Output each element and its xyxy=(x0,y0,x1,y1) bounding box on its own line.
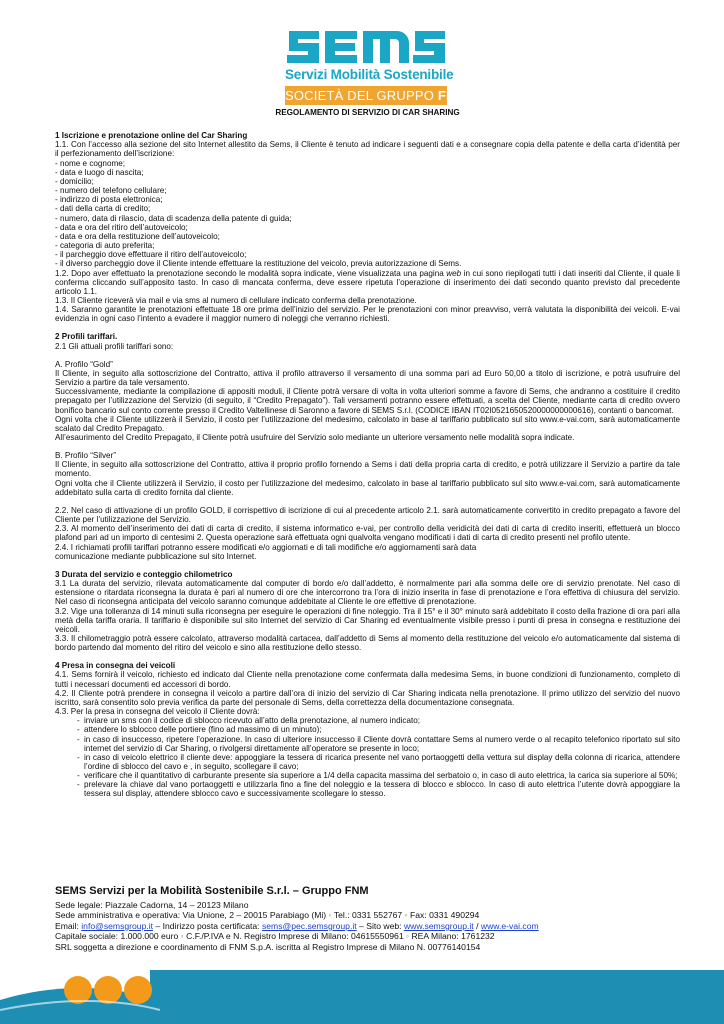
list-item: - il diverso parcheggio dove il Cliente intende effettuare la restituzione del veicolo, previa autorizzazione di Sems. xyxy=(55,259,462,269)
footer-legal-address: Sede legale: Piazzale Cadorna, 14 – 20123 Milano xyxy=(55,900,249,910)
logo-bar-strong: FNM xyxy=(437,88,467,103)
section-1-2-a: 1.2. Dopo aver effettuato la prenotazione secondo le modalità sopra indicate, viene visualizzata una pagina xyxy=(55,268,447,278)
section-2-4-b: comunicazione mediante pubblicazione sul sito Internet. xyxy=(55,551,257,561)
footer-pec-label: – Indirizzo posta certificata: xyxy=(153,920,262,931)
footer-registry: Capitale sociale: 1.000.000 euro ◦ C.F./P.IVA e N. Registro Imprese di Milano: 04615550961 ◦ REA Milano: 1761232 xyxy=(55,931,495,942)
section-3-2: 3.2. Vige una tolleranza di 14 minuti sulla riconsegna per eseguire le operazioni di fine noleggio. Tra il 15° e il 30° minuto sarà addebitato il costo della frazione di ora pari alla metà della tariffa oraria. Il tariffario è disponibile sul sito Internet del servizio di Car Sharing ed eventualmente visibile presso i punti di presa in consegna e restituzione dei veicoli. xyxy=(55,606,680,634)
profile-gold-p3: Ogni volta che il Cliente utilizzerà il Servizio, il costo per l’utilizzazione del medesimo, calcolato in base al tariffario pubblicato sul sito www.e-vai.com, sarà automaticamente scalato dal Credito Prepagato. xyxy=(55,414,680,433)
list-item: - in caso di insuccesso, ripetere l’operazione. In caso di ulteriore insuccesso il Cliente dovrà contattare Sems al numero verde o al recapito telefonico riportato sul sito internet del servizio di Car Sharing, o rivolgersi direttamente all’operatore se presente in loco; xyxy=(55,735,680,753)
footer-direction: SRL soggetta a direzione e coordinamento di FNM S.p.A. iscritta al Registro Imprese di Milano N. 00776140154 xyxy=(55,941,481,952)
footer-company-name: SEMS Servizi per la Mobilità Sostenibile S.r.l. – Gruppo FNM xyxy=(55,885,369,897)
website-link-evai[interactable]: www.e-vai.com xyxy=(480,920,539,931)
logo-subtitle: Servizi Mobilità Sostenibile xyxy=(285,67,454,82)
section-4-1: 4.1. Sems fornirà il veicolo, richiesto ed indicato dal Cliente nella prenotazione come confermata dalla medesima Sems, in buone condizioni di funzionamento, completo di tutti i necessari documenti ed accessori di bordo. xyxy=(55,670,680,689)
section-3-1: 3.1 La durata del servizio, rilevata automaticamente dal computer di bordo e/o dall’addetto, è normalmente pari alla somma delle ore di servizio prenotate. Nel caso di estensione o ritardata riconsegna la durata è pari al numero di ore che intercorrono tra l’ora di inizio inserita in fase di prenotazione e l’ora effettiva di chiusura del servizio. Nel caso di riconsegna anticipata del veicolo saranno comunque addebitate al Cliente le ore effettive di prenotazione. xyxy=(55,579,680,607)
section-1-2 xyxy=(55,269,680,296)
section-3-3: 3.3. Il chilometraggio potrà essere calcolato, attraverso modalità cartacea, dall’addetto di Sems al momento della restituzione del veicolo e/o automaticamente dal sistema di bordo partendo dal momento del ritiro del veicolo e sino alla restituzione dello stesso. xyxy=(55,633,680,653)
footer-fax: Fax: 0331 490294 xyxy=(410,910,480,921)
section-1-4: 1.4. Saranno garantite le prenotazioni effettuate 18 ore prima dell’inizio del servizio. Per le prenotazioni con minor preavviso, verrà valutata la disponibilità dei veicoli. E-vai evidenzia in ogni caso l’intento a evadere il maggior numero di noleggi che verranno richiesti. xyxy=(55,305,680,324)
section-4-2: 4.2. Il Cliente potrà prendere in consegna il veicolo a partire dall’ora di inizio del servizio di Car Sharing indicata nella prenotazione. Il primo utilizzo del servizio del nuovo iscritto, sarà consentito solo previa verifica da parte del personale di Sems, della correttezza della documentazione consegnata. xyxy=(55,688,680,707)
sems-logo xyxy=(285,28,467,110)
section-1-heading: 1 Iscrizione e prenotazione online del Car Sharing xyxy=(55,131,248,141)
list-item: - data e ora del ritiro dell’autoveicolo; xyxy=(55,222,188,232)
footer-contacts xyxy=(55,921,680,931)
required-data-list xyxy=(55,159,680,269)
section-2-1: 2.1 Gli attuali profili tariffari sono: xyxy=(55,341,174,351)
section-2-2: 2.2. Nel caso di attivazione di un profilo GOLD, il corrispettivo di iscrizione di cui al precedente articolo 2.1. sarà automaticamente convertito in credito prepagato a favore del Cliente per l’utilizzazione del Servizio. xyxy=(55,505,680,525)
profile-gold-p4: All’esaurimento del Credito Prepagato, il Cliente potrà usufruire del Servizio solo mediante un ulteriore versamento nelle modalità sopra indicate. xyxy=(55,433,575,442)
footer-rea: REA Milano: 1761232 xyxy=(411,931,495,942)
section-3-heading: 3 Durata del servizio e conteggio chilometrico xyxy=(55,569,233,579)
profile-silver-p1: Il Cliente, in seguito alla sottoscrizione del Contratto, attiva il proprio profilo fornendo a Sems i dati della propria carta di credito, e potrà utilizzare il Servizio a partire da tale momento. xyxy=(55,460,680,479)
email-link[interactable]: info@semsgroup.it xyxy=(81,920,154,931)
list-item: - attendere lo sblocco delle portiere (fino ad massimo di un minuto); xyxy=(55,725,680,734)
profile-silver-title: B. Profilo “Silver” xyxy=(55,451,116,461)
footer-web-label: – Sito web: xyxy=(356,920,404,931)
footer-web-sep: / xyxy=(473,920,481,931)
pec-link[interactable]: sems@pec.semsgroup.it xyxy=(261,920,357,931)
section-2-3: 2.3. Al momento dell’inserimento dei dati di carta di credito, il sistema informatico e-vai, per controllo della veridicità dei dati di carta di credito inseriti, effettuerà un blocco plafond pari ad un importo di centesimi 2. Questa operazione sarà effettuata ogni qualvolta vengano modificati i dati di carta di credito presenti nel profilo utente. xyxy=(55,524,680,543)
footer-operations: Sede amministrativa e operativa: Via Unione, 2 – 20015 Parabiago (Mi) ◦ Tel.: 0331 552767 ◦ Fax: 0331 490294 xyxy=(55,910,480,921)
list-item: - domicilio; xyxy=(55,176,94,186)
decorative-footer-graphic xyxy=(0,970,724,1024)
section-2-heading: 2 Profili tariffari. xyxy=(55,332,118,342)
section-1-2-b: in cui sono riepilogati tutti i dati inseriti dal Cliente, il quale li conferma cliccando sull’apposito tasto. In caso di mancata conferma, deve essere ripetuta l’operazione di inserimento dei dati secondo quanto previsto dal precedente articolo 1.1. xyxy=(55,268,680,296)
profile-gold-title: A. Profilo “Gold” xyxy=(55,359,113,369)
list-item: - numero, data di rilascio, data di scadenza della patente di guida; xyxy=(55,213,292,223)
section-4-3: 4.3. Per la presa in consegna del veicolo il Cliente dovrà: xyxy=(55,707,260,717)
document-title: REGOLAMENTO DI SERVIZIO DI CAR SHARING xyxy=(275,108,460,117)
section-1-2-em: web xyxy=(446,268,462,278)
logo-group-bar xyxy=(285,86,467,105)
list-item: - inviare un sms con il codice di sblocco ricevuto all’atto della prenotazione, al numero indicato; xyxy=(55,716,680,725)
footer-vat: C.F./P.IVA e N. Registro Imprese di Milano: 04615550961 xyxy=(186,931,404,942)
orange-dot-icon xyxy=(124,976,152,1004)
list-item: - categoria di auto preferita; xyxy=(55,241,155,251)
section-1-1: 1.1. Con l’accesso alla sezione del sito Internet allestito da Sems, il Cliente è tenuto ad indicare i seguenti dati e a consegnare copia della patente e della carta d’identità per il perfezionamento dell’iscrizione: xyxy=(55,140,680,159)
profile-gold-p1: Il Cliente, in seguito alla sottoscrizione del Contratto, attiva il profilo attraverso il versamento di una somma pari ad Euro 50,00 a titolo di iscrizione, e potrà usufruire del Servizio a partire da tale versamento. xyxy=(55,368,680,388)
list-item: - dati della carta di credito; xyxy=(55,204,151,214)
profile-gold-p2: Successivamente, mediante la compilazione di appositi moduli, il Cliente potrà versare di volta in volta ulteriori somme a favore di Sems, che andranno a costituire il credito prepagato per l’utilizzazione del Servizio (di seguito, il “Credito Prepagato”). Tali versamenti potranno essere effettuati, a scelta del Cliente, mediante carta di credito ovvero bonifico bancario sul conto corrente presso il Credito Valtellinese di Saronno a favore di SEMS S.r.l. (CODICE IBAN IT02I0521650520000000000616), contanti o bancomat. xyxy=(55,387,680,415)
section-4-heading: 4 Presa in consegna dei veicoli xyxy=(55,661,176,671)
footer-email-label: Email: xyxy=(55,920,82,931)
document-body xyxy=(55,108,680,799)
list-item: - data e ora della restituzione dell’autoveicolo; xyxy=(55,231,220,241)
footer-ops-address: Sede amministrativa e operativa: Via Unione, 2 – 20015 Parabiago (Mi) xyxy=(55,910,327,921)
logo-bar-text: SOCIETÀ DEL GRUPPO xyxy=(285,88,438,103)
section-1-3: 1.3. Il Cliente riceverà via mail e via sms al numero di cellulare indicato conferma della prenotazione. xyxy=(55,295,417,305)
footer-capital: Capitale sociale: 1.000.000 euro xyxy=(55,931,179,942)
list-item: - prelevare la chiave dal vano portaoggetti e utilizzarla fino a fine del noleggio e la tessera di blocco e sblocco. In caso di auto elettrica l’utente dovrà appoggiare la tessera sul display, attendere sblocco cavo e successivamente scollegare lo stesso. xyxy=(55,780,680,798)
profile-silver-p2: Ogni volta che il Cliente utilizzerà il Servizio, il costo per l’utilizzazione del medesimo, calcolato in base al tariffario pubblicato sul sito www.e-vai.com, sarà automaticamente addebitato sulla carta di credito fornita dal cliente. xyxy=(55,478,680,497)
sems-wordmark-logo xyxy=(285,28,447,66)
list-item: - nome e cognome; xyxy=(55,158,126,168)
list-item: - il parcheggio dove effettuare il ritiro dell’autoveicolo; xyxy=(55,250,247,260)
list-item: - numero del telefono cellulare; xyxy=(55,186,167,196)
orange-dot-icon xyxy=(64,976,92,1004)
section-2-4: 2.4. I richiamati profili tariffari potranno essere modificati e/o aggiornati e di tali modifiche e/o aggiornamenti sarà data xyxy=(55,542,477,552)
footer-tel: Tel.: 0331 552767 xyxy=(333,910,403,921)
orange-dot-icon xyxy=(94,976,122,1004)
list-item: - indirizzo di posta elettronica; xyxy=(55,195,163,205)
company-footer xyxy=(55,885,680,952)
list-item: - in caso di veicolo elettrico il cliente deve: appoggiare la tessera di ricarica presente nel vano portaoggetti della vettura sul display della colonna di ricarica, attendere l’ordine di sblocco del cavo e , in seguito, scollegare il cavo; xyxy=(55,753,680,771)
list-item: - verificare che il quantitativo di carburante presente sia superiore a 1/4 della capacita massima del serbatoio o, in caso di auto elettrica, la carica sia superiore al 50%; xyxy=(55,771,680,780)
website-link-sems[interactable]: www.semsgroup.it xyxy=(403,920,474,931)
list-item: - data e luogo di nascita; xyxy=(55,167,144,177)
pickup-steps-list xyxy=(55,716,680,798)
